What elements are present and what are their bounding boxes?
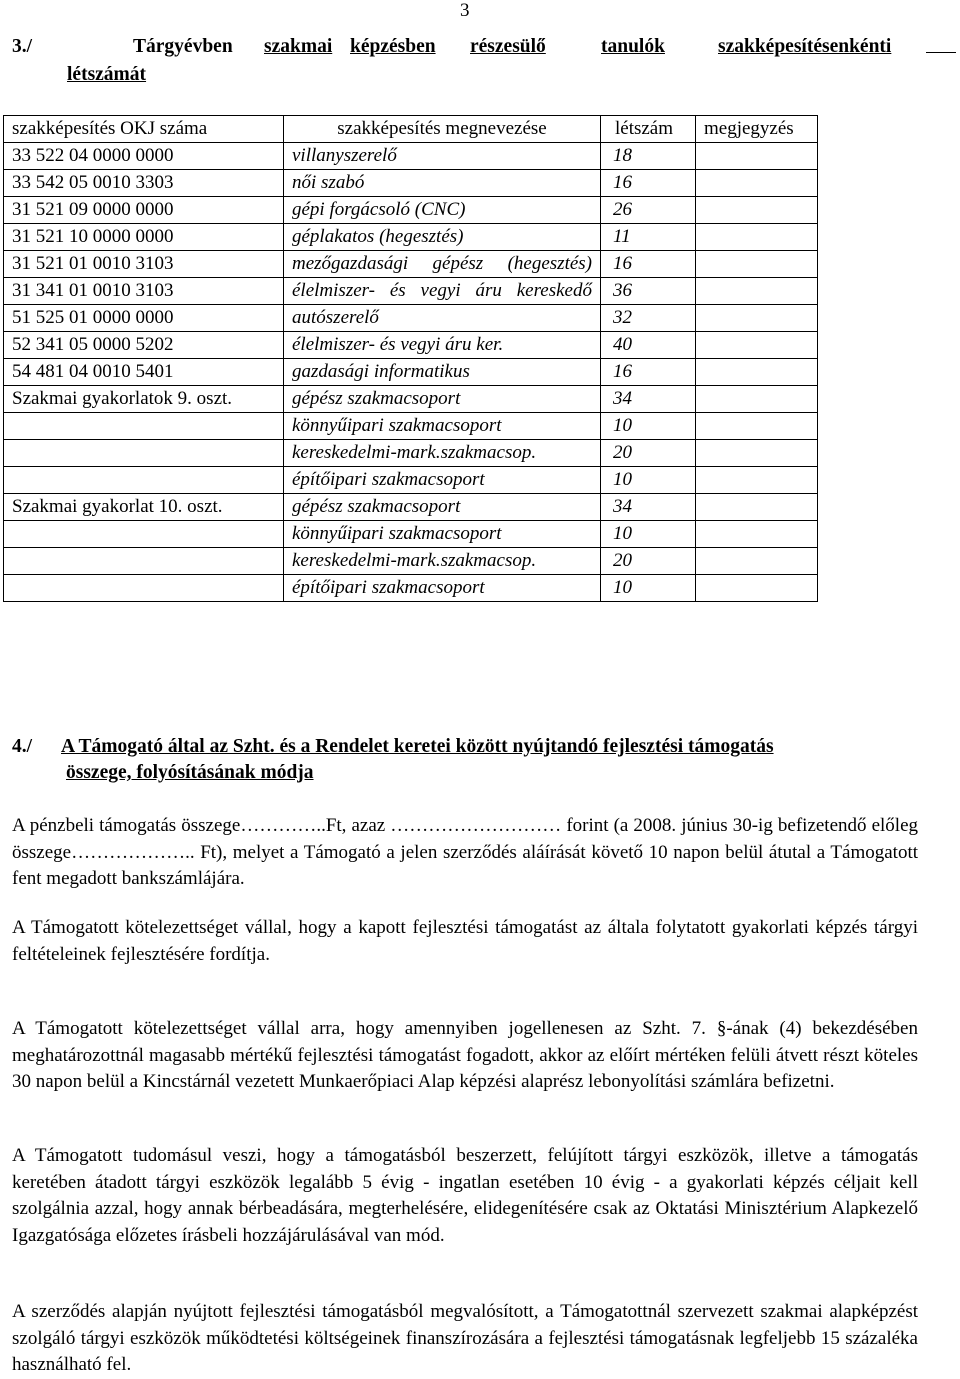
- table-row: [4, 548, 818, 575]
- cell-note: [696, 251, 818, 278]
- cell-count: 10: [601, 575, 696, 602]
- cell-note: [696, 197, 818, 224]
- table-row: [4, 197, 818, 224]
- cell-note: [696, 494, 818, 521]
- cell-note: [696, 224, 818, 251]
- cell-count: 16: [601, 170, 696, 197]
- cell-note: [696, 521, 818, 548]
- cell-name: mezőgazdasági gépész (hegesztés): [284, 251, 601, 278]
- table-row: [4, 251, 818, 278]
- section-4-title-line2: összege, folyósításának módja: [66, 762, 314, 783]
- cell-name: élelmiszer- és vegyi áru ker.: [284, 332, 601, 359]
- heading-word: szakmai: [264, 36, 333, 57]
- paragraph-obligation: A Támogatott kötelezettséget vállal, hogy a kapott fejlesztési támogatást az általa folytatott gyakorlati képzés tárgyi feltételeinek fejlesztésére fordítja.: [12, 917, 918, 965]
- heading-word: képzésben: [350, 36, 436, 57]
- cell-note: [696, 575, 818, 602]
- cell-count: 20: [601, 548, 696, 575]
- cell-count: 32: [601, 305, 696, 332]
- table-row: [4, 143, 818, 170]
- cell-code: 54 481 04 0010 5401: [4, 359, 284, 386]
- cell-count: 16: [601, 359, 696, 386]
- cell-name: építőipari szakmacsoport: [284, 575, 601, 602]
- cell-count: 18: [601, 143, 696, 170]
- cell-note: [696, 170, 818, 197]
- cell-count: 34: [601, 494, 696, 521]
- cell-code: 31 521 10 0000 0000: [4, 224, 284, 251]
- cell-note: [696, 305, 818, 332]
- cell-name: villanyszerelő: [284, 143, 601, 170]
- heading-word: Tárgyévben: [133, 36, 233, 57]
- cell-name: könnyűipari szakmacsoport: [284, 521, 601, 548]
- cell-note: [696, 467, 818, 494]
- cell-code: Szakmai gyakorlat 10. oszt.: [4, 494, 284, 521]
- cell-count: 20: [601, 440, 696, 467]
- cell-code: [4, 521, 284, 548]
- table-row: [4, 305, 818, 332]
- cell-name: kereskedelmi-mark.szakmacsop.: [284, 548, 601, 575]
- qualification-table: [3, 115, 818, 602]
- cell-code: 51 525 01 0000 0000: [4, 305, 284, 332]
- cell-code: [4, 548, 284, 575]
- cell-code: 31 521 09 0000 0000: [4, 197, 284, 224]
- cell-code: 31 521 01 0010 3103: [4, 251, 284, 278]
- cell-note: [696, 278, 818, 305]
- table-row: [4, 494, 818, 521]
- cell-note: [696, 440, 818, 467]
- heading-word: szakképesítésenkénti: [718, 36, 892, 57]
- cell-code: [4, 440, 284, 467]
- cell-name: gépi forgácsoló (CNC): [284, 197, 601, 224]
- table-row: [4, 278, 818, 305]
- table-row: [4, 440, 818, 467]
- column-header: szakképesítés OKJ száma: [4, 116, 284, 143]
- section-3-heading: [12, 34, 956, 89]
- cell-name: gépész szakmacsoport: [284, 386, 601, 413]
- table-header-row: [4, 116, 818, 143]
- paragraph-operating-costs: A szerződés alapján nyújtott fejlesztési támogatásból megvalósított, a Támogatottnál szervezett szakmai alapképzést szolgáló tárgyi eszközök működtetési költségeinek finanszírozására a fejlesztési támogatásnak legfeljebb 15 százaléka használható fel.: [12, 1301, 918, 1375]
- cell-code: [4, 413, 284, 440]
- table-row: [4, 467, 818, 494]
- cell-name: élelmiszer- és vegyi áru kereskedő: [284, 278, 601, 305]
- paragraph-asset-use: A Támogatott tudomásul veszi, hogy a támogatásból beszerzett, felújított tárgyi eszközök, illetve a támogatás keretében átadott tárgyi eszközök legalább 5 évig - ingatlan esetében 10 évig - a gyakorlati képzés céljait kell szolgálnia azzal, hogy annak bérbeadására, megterhelésére, elidegenítésére csak az Oktatási Minisztérium Alapkezelő Igazgatósága előzetes írásbeli hozzájárulásával van mód.: [12, 1145, 918, 1246]
- heading-word: tanulók: [601, 36, 665, 57]
- cell-count: 10: [601, 467, 696, 494]
- cell-count: 36: [601, 278, 696, 305]
- cell-name: autószerelő: [284, 305, 601, 332]
- table-row: [4, 575, 818, 602]
- cell-note: [696, 386, 818, 413]
- table-row: [4, 521, 818, 548]
- column-header: szakképesítés megnevezése: [284, 116, 601, 143]
- cell-code: Szakmai gyakorlatok 9. oszt.: [4, 386, 284, 413]
- table-row: [4, 224, 818, 251]
- cell-note: [696, 548, 818, 575]
- cell-name: géplakatos (hegesztés): [284, 224, 601, 251]
- cell-name: könnyűipari szakmacsoport: [284, 413, 601, 440]
- cell-name: gépész szakmacsoport: [284, 494, 601, 521]
- cell-count: 10: [601, 521, 696, 548]
- cell-name: női szabó: [284, 170, 601, 197]
- cell-count: 26: [601, 197, 696, 224]
- cell-name: építőipari szakmacsoport: [284, 467, 601, 494]
- cell-note: [696, 143, 818, 170]
- heading-underline-tail: [926, 34, 956, 53]
- cell-code: [4, 467, 284, 494]
- section-3-number: 3./: [12, 36, 33, 57]
- cell-code: 31 341 01 0010 3103: [4, 278, 284, 305]
- cell-note: [696, 359, 818, 386]
- cell-note: [696, 332, 818, 359]
- cell-note: [696, 413, 818, 440]
- table-row: [4, 413, 818, 440]
- section-4-title-line1: A Támogató által az Szht. és a Rendelet keretei között nyújtandó fejlesztési támogatás: [61, 736, 774, 757]
- cell-count: 10: [601, 413, 696, 440]
- column-header: megjegyzés: [696, 116, 818, 143]
- cell-code: 33 542 05 0010 3303: [4, 170, 284, 197]
- cell-count: 34: [601, 386, 696, 413]
- table-row: [4, 359, 818, 386]
- cell-name: kereskedelmi-mark.szakmacsop.: [284, 440, 601, 467]
- heading-word: részesülő: [470, 36, 546, 57]
- section-3-title-line2: létszámát: [67, 64, 147, 85]
- paragraph-support-amount: A pénzbeli támogatás összege…………..Ft, azaz ……………………… forint (a 2008. június 30-ig befizetendő előleg összege……………….. Ft), melyet a Támogató a jelen szerződés aláírását követő 10 napon belül átutal a Támogatott fent megadott bankszámlájára.: [12, 815, 918, 889]
- paragraph-repayment: A Támogatott kötelezettséget vállal arra, hogy amennyiben jogellenesen az Szht. 7. §-ának (4) bekezdésében meghatározottnál magasabb mértékű fejlesztési támogatást fogadott, akkor az előírt mértéken felüli átvett részt köteles 30 napon belül a Kincstárnál vezetett Munkaerőpiaci Alap képzési alaprész lebonyolítási számlára befizetni.: [12, 1018, 918, 1092]
- table-row: [4, 386, 818, 413]
- column-header: létszám: [601, 116, 696, 143]
- cell-code: 33 522 04 0000 0000: [4, 143, 284, 170]
- cell-code: 52 341 05 0000 5202: [4, 332, 284, 359]
- cell-name: gazdasági informatikus: [284, 359, 601, 386]
- section-4-number: 4./: [12, 736, 33, 757]
- page-number: 3: [460, 0, 470, 21]
- cell-code: [4, 575, 284, 602]
- cell-count: 16: [601, 251, 696, 278]
- cell-count: 40: [601, 332, 696, 359]
- table-row: [4, 170, 818, 197]
- cell-count: 11: [601, 224, 696, 251]
- table-row: [4, 332, 818, 359]
